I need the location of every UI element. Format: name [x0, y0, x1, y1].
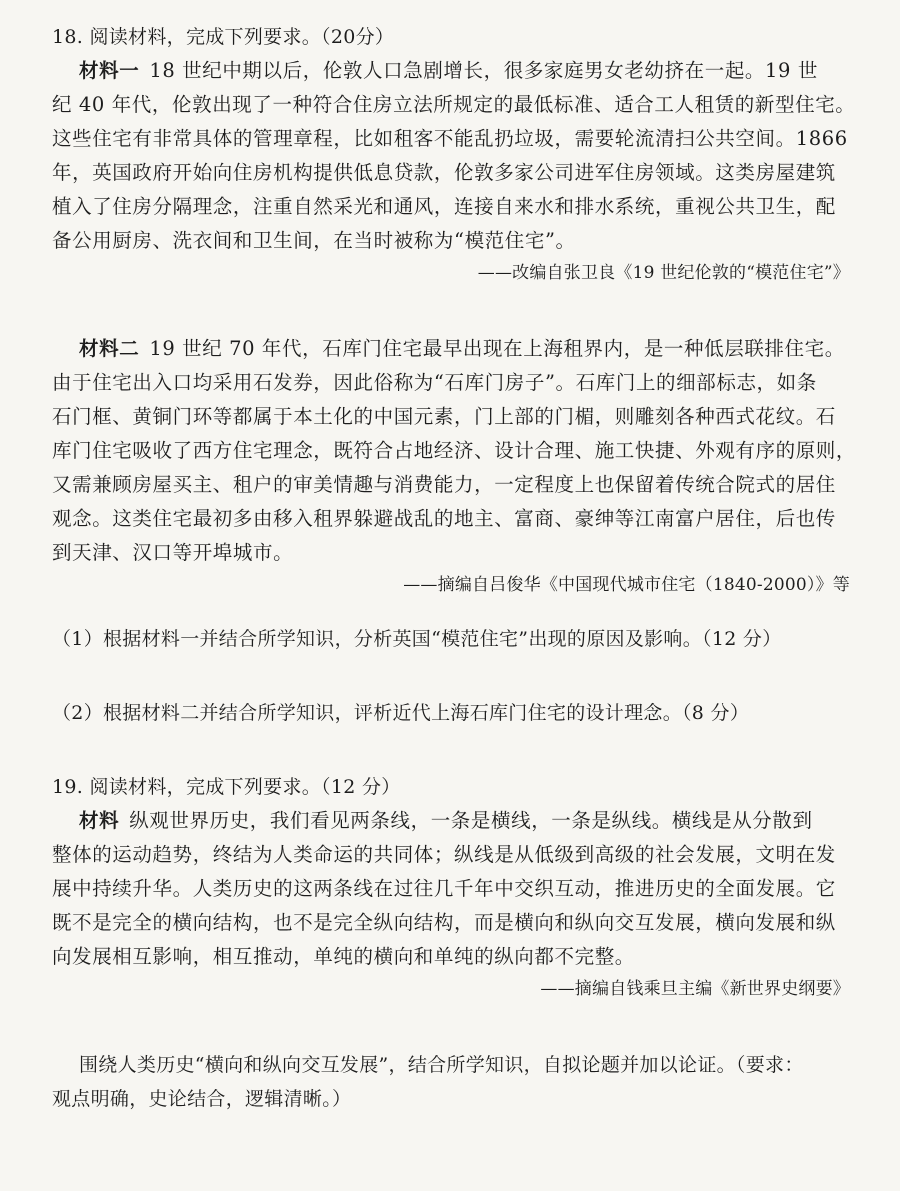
- q19-material-line: 展中持续升华。人类历史的这两条线在过往几千年中交织互动，推进历史的全面发展。它: [52, 877, 836, 900]
- q18-task-2: （2）根据材料二并结合所学知识，评析近代上海石库门住宅的设计理念。（8 分）: [52, 702, 750, 724]
- spacer: [52, 1004, 856, 1048]
- q18-material2-label: 材料二: [79, 337, 140, 360]
- spacer: [52, 288, 856, 332]
- q19-material: [52, 804, 856, 1004]
- q19-material-line: 材料 纵观世界历史，我们看见两条线，一条是横线，一条是纵线。横线是从分散到: [79, 809, 813, 832]
- q19-material-line: 整体的运动趋势，终结为人类命运的共同体；纵线是从低级到高级的社会发展，文明在发: [52, 843, 836, 866]
- q19-material-line: 向发展相互影响，相互推动，单纯的横向和单纯的纵向都不完整。: [52, 945, 635, 968]
- q19-task-line: 观点明确，史论结合，逻辑清晰。）: [52, 1088, 352, 1110]
- q18-material1-line: 备公用厨房、洗衣间和卫生间，在当时被称为“模范住宅”。: [52, 229, 576, 252]
- spacer: [52, 656, 856, 696]
- q18-material2-line: 材料二 19 世纪 70 年代，石库门住宅最早出现在上海租界内，是一种低层联排住宅。: [79, 337, 845, 360]
- q18-material2-line: 到天津、汉口等开埠城市。: [52, 541, 294, 564]
- q18-material1-line: 这些住宅有非常具体的管理章程，比如租客不能乱扔垃圾，需要轮流清扫公共空间。1866: [52, 127, 848, 150]
- spacer: [52, 730, 856, 770]
- q18-material2-line: 库门住宅吸收了西方住宅理念，既符合占地经济、设计合理、施工快捷、外观有序的原则，: [52, 439, 857, 462]
- q18-material1-line: 纪 40 年代，伦敦出现了一种符合住房立法所规定的最低标准、适合工人租赁的新型住宅。: [52, 93, 856, 116]
- q19-header: 19. 阅读材料，完成下列要求。（12 分）: [52, 776, 401, 798]
- q18-material1-line: 年，英国政府开始向住房机构提供低息贷款，伦敦多家公司进军住房领域。这类房屋建筑: [52, 161, 836, 184]
- q18-material1-label: 材料一: [79, 59, 140, 82]
- q18-header: 18. 阅读材料，完成下列要求。（20分）: [52, 26, 395, 48]
- q18-material1-source: ——改编自张卫良《19 世纪伦敦的“模范住宅”》: [477, 263, 850, 283]
- q18-material1-line: 材料一 18 世纪中期以后，伦敦人口急剧增长，很多家庭男女老幼挤在一起。19 世: [79, 59, 818, 82]
- q18-material1: [52, 54, 856, 288]
- q19-material-source: ——摘编自钱乘旦主编《新世界史纲要》: [540, 979, 850, 999]
- q18-material2-line: 由于住宅出入口均采用石发券，因此俗称为“石库门房子”。石库门上的细部标志，如条: [52, 371, 817, 394]
- q19-task-line: 围绕人类历史“横向和纵向交互发展”，结合所学知识，自拟论题并加以论证。（要求：: [79, 1054, 804, 1076]
- q18-material2-line: 石门框、黄铜门环等都属于本土化的中国元素，门上部的门楣，则雕刻各种西式花纹。石: [52, 405, 836, 428]
- q18-task-1: （1）根据材料一并结合所学知识，分析英国“模范住宅”出现的原因及影响。（12 分）: [52, 628, 782, 650]
- spacer: [52, 600, 856, 622]
- q18-material2-line: 又需兼顾房屋买主、租户的审美情趣与消费能力，一定程度上也保留着传统合院式的居住: [52, 473, 836, 496]
- q18-material2: [52, 332, 856, 600]
- q19-material-label: 材料: [79, 809, 120, 832]
- q18-material1-line: 植入了住房分隔理念，注重自然采光和通风，连接自来水和排水系统，重视公共卫生，配: [52, 195, 836, 218]
- q19-task: [52, 1048, 856, 1116]
- q18-material2-line: 观念。这类住宅最初多由移入租界躲避战乱的地主、富商、豪绅等江南富户居住，后也传: [52, 507, 836, 530]
- q19-material-line: 既不是完全的横向结构，也不是完全纵向结构，而是横向和纵向交互发展，横向发展和纵: [52, 911, 836, 934]
- q18-material2-source: ——摘编自吕俊华《中国现代城市住宅（1840-2000）》等: [403, 575, 850, 595]
